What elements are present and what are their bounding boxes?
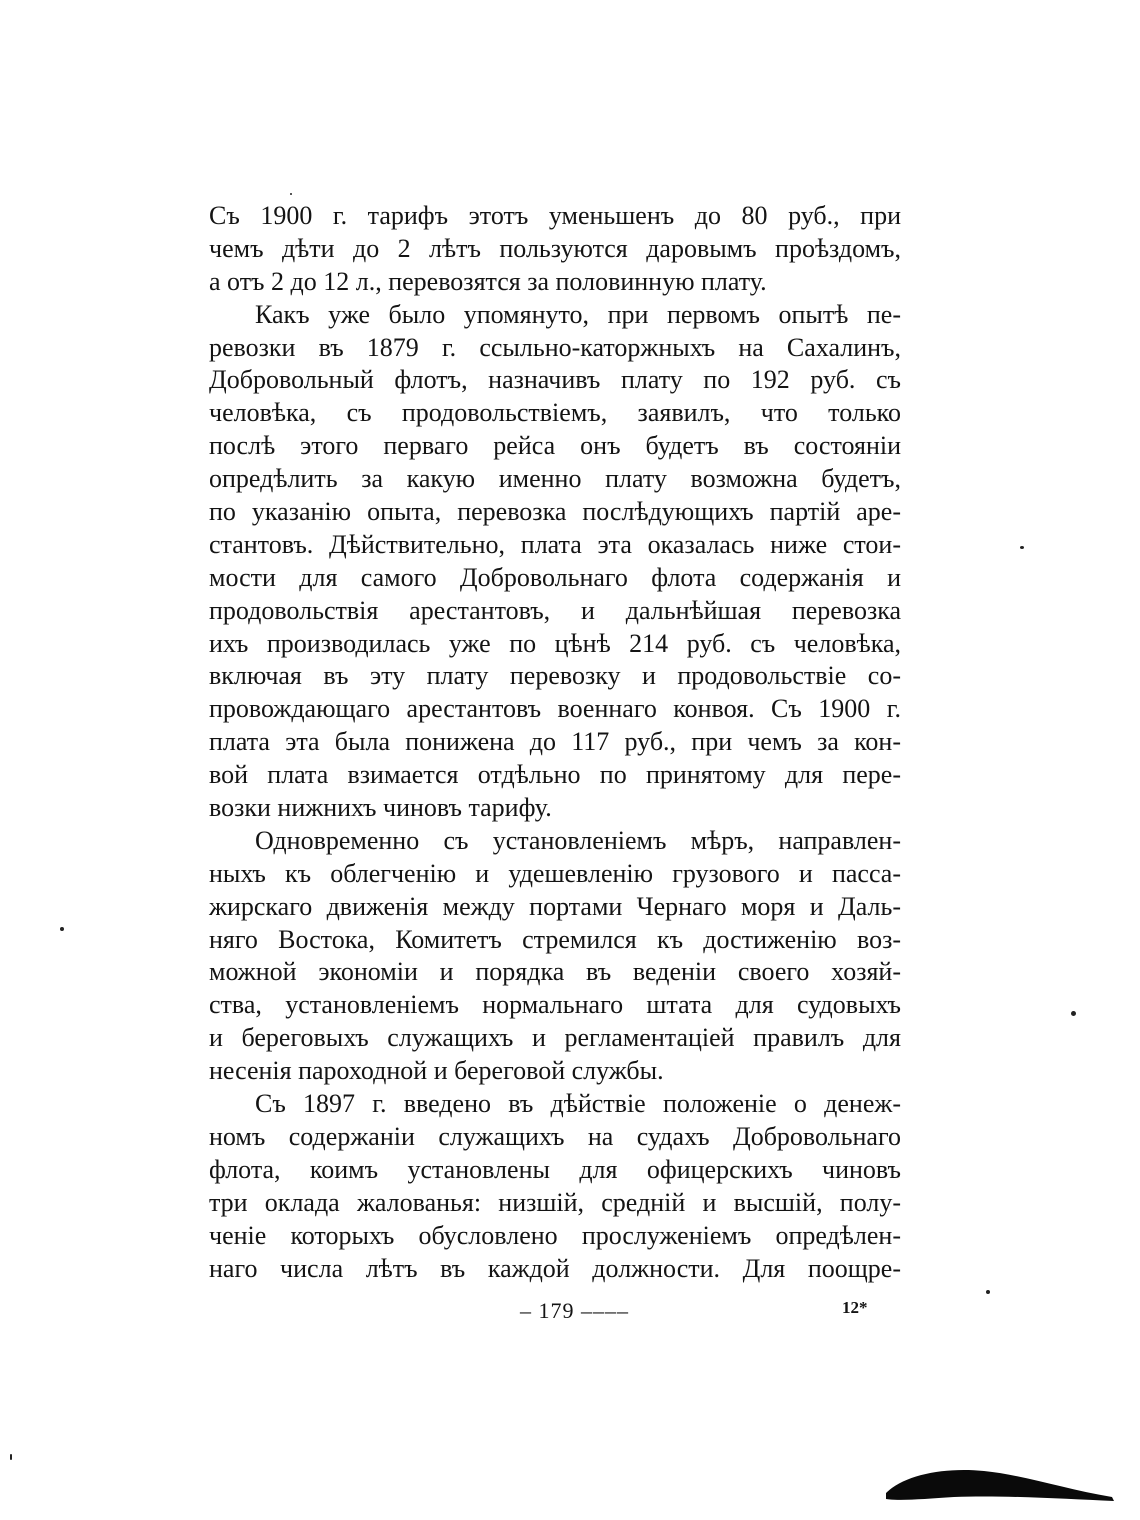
ink-smudge bbox=[884, 1463, 1116, 1503]
text-line: Съ 1900 г. тарифъ этотъ уменьшенъ до 80 руб., при bbox=[209, 201, 901, 230]
scan-speck bbox=[1020, 546, 1024, 549]
text-line: послѣ этого перваго рейса онъ будетъ въ состояніи bbox=[209, 431, 901, 461]
text-line: ченіе которыхъ обусловлено прослуженіемъ опредѣлен- bbox=[209, 1220, 901, 1250]
text-line: чемъ дѣти до 2 лѣтъ пользуются даровымъ проѣздомъ, bbox=[209, 233, 901, 263]
text-line: наго числа лѣтъ въ каждой должности. Для поощре- bbox=[209, 1253, 901, 1283]
text-line: а отъ 2 до 12 л., перевозятся за половинную плату. bbox=[209, 266, 767, 296]
text-line: номъ содержаніи служащихъ на судахъ Добровольнаго bbox=[209, 1121, 901, 1151]
text-line: няго Востока, Комитетъ стремился къ достиженію воз- bbox=[209, 924, 901, 954]
text-line: человѣка, съ продовольствіемъ, заявилъ, что только bbox=[209, 398, 901, 428]
scan-speck bbox=[10, 1454, 12, 1460]
text-line: провождающаго арестантовъ военнаго конвоя. Съ 1900 г. bbox=[209, 694, 901, 724]
text-line: несенія пароходной и береговой службы. bbox=[209, 1056, 664, 1086]
scan-speck bbox=[60, 927, 64, 931]
text-line: стантовъ. Дѣйствительно, плата эта оказалась ниже стои- bbox=[209, 529, 901, 559]
text-line: мости для самого Добровольнаго флота содержанія и bbox=[209, 562, 901, 592]
scan-speck bbox=[290, 193, 292, 195]
text-line: жирскаго движенія между портами Чернаго моря и Даль- bbox=[209, 891, 901, 921]
text-line: Одновременно съ установленіемъ мѣръ, направлен- bbox=[255, 825, 901, 855]
text-line: включая въ эту плату перевозку и продовольствіе со- bbox=[209, 661, 901, 691]
scan-speck bbox=[1071, 1011, 1076, 1016]
scan-speck bbox=[986, 1290, 990, 1294]
text-line: Съ 1897 г. введено въ дѣйствіе положеніе о денеж- bbox=[255, 1089, 901, 1119]
text-line: и береговыхъ служащихъ и регламентаціей правилъ для bbox=[209, 1023, 901, 1053]
text-line: вой плата взимается отдѣльно по принятому для пере- bbox=[209, 760, 901, 790]
signature-mark: 12* bbox=[842, 1298, 868, 1317]
text-line: опредѣлить за какую именно плату возможна будетъ, bbox=[209, 464, 901, 494]
text-line: три оклада жалованья: низшій, средній и высшій, полу- bbox=[209, 1187, 901, 1217]
text-line: плата эта была понижена до 117 руб., при чемъ за кон- bbox=[209, 727, 901, 757]
text-line: ныхъ къ облегченію и удешевленію грузового и пасса- bbox=[209, 858, 901, 888]
text-line: по указанію опыта, перевозка послѣдующихъ партій аре- bbox=[209, 497, 901, 527]
text-line: возки нижнихъ чиновъ тарифу. bbox=[209, 793, 552, 823]
text-line: можной экономіи и порядка въ веденіи своего хозяй- bbox=[209, 957, 901, 987]
body-text bbox=[209, 200, 901, 1285]
text-line: Добровольный флотъ, назначивъ плату по 192 руб. съ bbox=[209, 365, 901, 395]
text-line: ихъ производилась уже по цѣнѣ 214 руб. съ человѣка, bbox=[209, 628, 901, 658]
text-line: флота, коимъ установлены для офицерскихъ чиновъ bbox=[209, 1154, 901, 1184]
text-line: Какъ уже было упомянуто, при первомъ опытѣ пе- bbox=[255, 299, 901, 329]
text-line: ревозки въ 1879 г. ссыльно-каторжныхъ на Сахалинъ, bbox=[209, 332, 901, 362]
page-number: – 179 –––– bbox=[520, 1298, 629, 1323]
text-line: ства, установленіемъ нормальнаго штата для судовыхъ bbox=[209, 990, 901, 1020]
text-line: продовольствія арестантовъ, и дальнѣйшая перевозка bbox=[209, 595, 901, 625]
